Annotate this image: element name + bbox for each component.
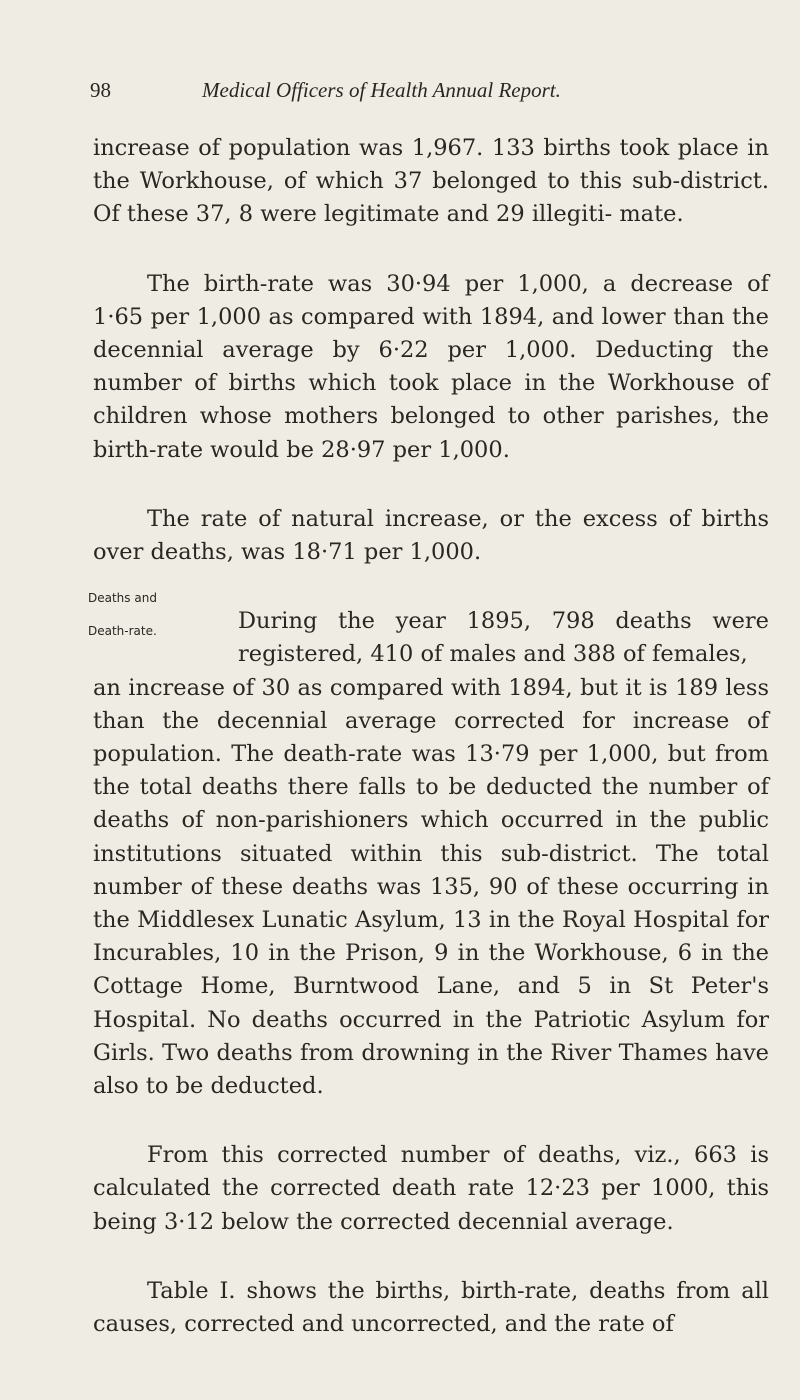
paragraph-corrected-rate: From this corrected number of deaths, viz., 663 is calculated the corrected death rate 12·23 per 1000, this being 3·12 below the corrected decennial average. — [93, 1142, 769, 1235]
margin-note-line-1: Deaths and — [88, 591, 157, 605]
page-number: 98 — [90, 78, 111, 102]
running-title: Medical Officers of Health Annual Report. — [202, 78, 561, 102]
paragraph-natural-increase: The rate of natural increase, or the excess of births over deaths, was 18·71 per 1,000. — [93, 505, 769, 566]
paragraph-deaths — [93, 605, 769, 1103]
page-header — [90, 78, 730, 108]
paragraph-continued: increase of population was 1,967. 133 births took place in the Workhouse, of which 37 belonged to this sub-district. Of these 37, 8 were legitimate and 29 illegiti- mate. — [93, 135, 769, 228]
paragraph-table-reference: Table I. shows the births, birth-rate, deaths from all causes, corrected and uncorrected, and the rate of — [93, 1277, 769, 1338]
paragraph-birth-rate: The birth-rate was 30·94 per 1,000, a decrease of 1·65 per 1,000 as compared with 1894, and lower than the decennial average by 6·22 per 1,000. Deducting the number of births which took place in the Workhouse of children whose mothers belonged to other parishes, the birth-rate would be 28·97 per 1,000. — [93, 270, 769, 463]
paragraph-deaths-rest: an increase of 30 as compared with 1894, but it is 189 less than the decennial average corrected for increase of population. The death-rate was 13·79 per 1,000, but from the total deaths there falls to be deducted the number of deaths of non-parishioners which occurred in the public institutions situated within this sub-district. The total number of these deaths was 135, 90 of these occurring in the Middlesex Lunatic Asylum, 13 in the Royal Hospital for Incurables, 10 in the Prison, 9 in the Workhouse, 6 in the Cottage Home, Burntwood Lane, and 5 in St Peter's Hospital. No deaths occurred in the Patriotic Asylum for Girls. Two deaths from drowning in the River Thames have also to be deducted. — [93, 674, 769, 1100]
body-text — [93, 132, 769, 1341]
margin-note-line-2: Death-rate. — [88, 624, 157, 638]
paragraph-deaths-start: During the year 1895, 798 deaths were registered, 410 of males and 388 of females, — [238, 608, 769, 668]
